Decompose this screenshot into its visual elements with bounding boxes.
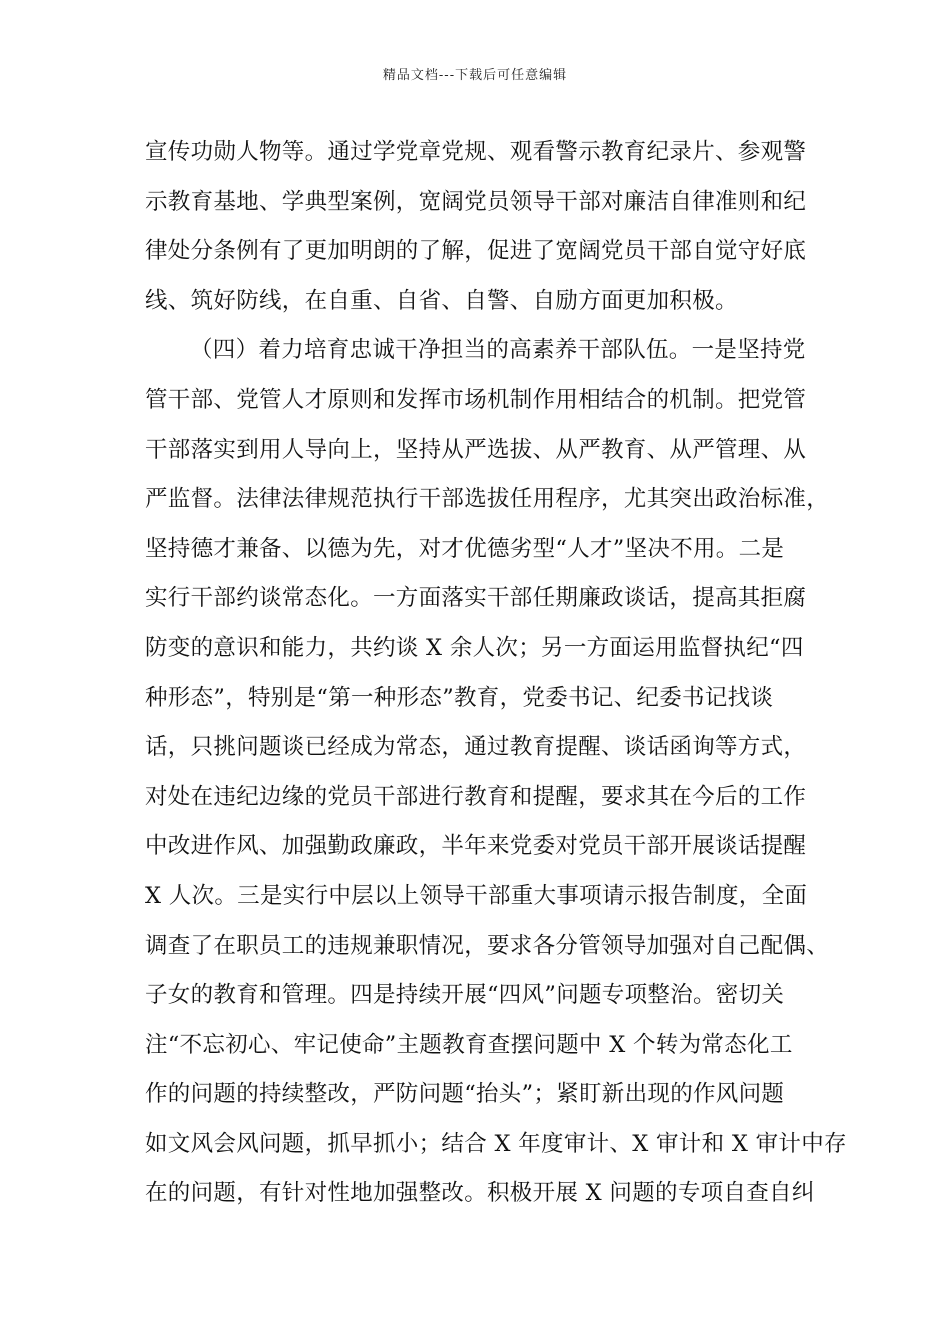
text-line: 防变的意识和能力，共约谈 X 余人次；另一方面运用监督执纪“四 xyxy=(145,634,804,661)
text-line: 调查了在职员工的违规兼职情况，要求各分管领导加强对自己配偶、 xyxy=(145,932,830,959)
page-header: 精品文档---下载后可任意编辑 xyxy=(382,68,568,83)
text-line: 律处分条例有了更加明朗的了解，促进了宽阔党员干部自觉守好底 xyxy=(145,238,807,265)
text-line: 严监督。法律法律规范执行干部选拔任用程序，尤其突出政治标准， xyxy=(145,486,830,513)
text-line: 话，只挑问题谈已经成为常态，通过教育提醒、谈话函询等方式， xyxy=(145,734,807,761)
text-line: 在的问题，有针对性地加强整改。积极开展 X 问题的专项自查自纠 xyxy=(145,1180,815,1207)
text-line: 种形态”，特别是“第一种形态”教育，党委书记、纪委书记找谈 xyxy=(145,684,774,711)
text-line: 作的问题的持续整改，严防问题“抬头”；紧盯新出现的作风问题 xyxy=(145,1081,785,1108)
text-line: 示教育基地、学典型案例，宽阔党员领导干部对廉洁自律准则和纪 xyxy=(145,188,807,215)
text-line: 子女的教育和管理。四是持续开展“四风”问题专项整治。密切关 xyxy=(145,982,785,1009)
text-line: 注“不忘初心、牢记使命”主题教育查摆问题中 X 个转为常态化工 xyxy=(145,1031,793,1058)
text-line: X 人次。三是实行中层以上领导干部重大事项请示报告制度，全面 xyxy=(145,882,808,909)
text-line: 对处在违纪边缘的党员干部进行教育和提醒，要求其在今后的工作 xyxy=(145,783,807,810)
text-line: 坚持德才兼备、以德为先，对才优德劣型“人才”坚决不用。二是 xyxy=(145,535,785,562)
paragraph-start-line: （四）着力培育忠诚干净担当的高素养干部队伍。一是坚持党 xyxy=(190,337,806,364)
text-line: 实行干部约谈常态化。一方面落实干部任期廉政谈话，提高其拒腐 xyxy=(145,585,807,612)
text-line: 线、筑好防线，在自重、自省、自警、自励方面更加积极。 xyxy=(145,287,738,314)
text-line: 干部落实到用人导向上，坚持从严选拔、从严教育、从严管理、从 xyxy=(145,436,807,463)
text-line: 中改进作风、加强勤政廉政，半年来党委对党员干部开展谈话提醒 xyxy=(145,833,807,860)
text-line: 如文风会风问题，抓早抓小；结合 X 年度审计、X 审计和 X 审计中存 xyxy=(145,1130,847,1157)
text-line: 宣传功勋人物等。通过学党章党规、观看警示教育纪录片、参观警 xyxy=(145,139,807,165)
document-body xyxy=(145,128,847,1219)
text-line: 管干部、党管人才原则和发挥市场机制作用相结合的机制。把党管 xyxy=(145,386,807,413)
